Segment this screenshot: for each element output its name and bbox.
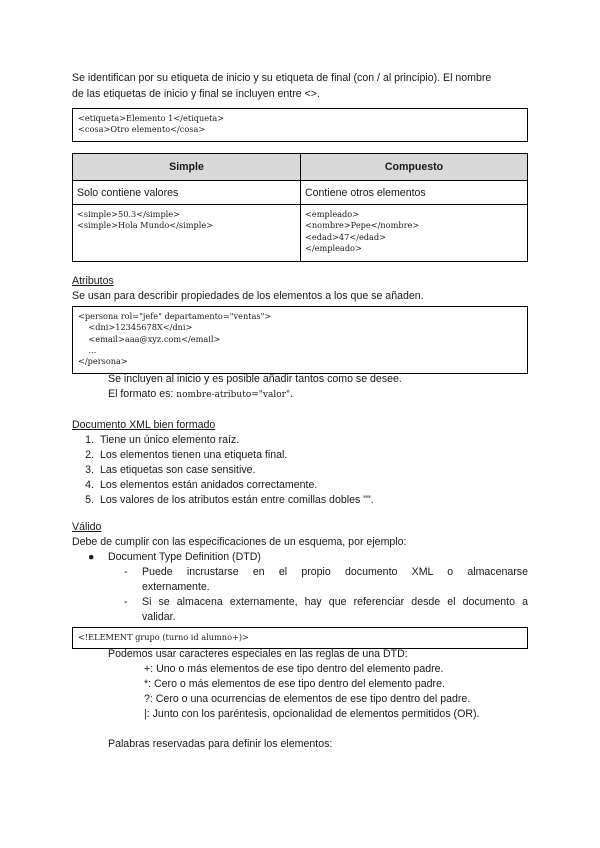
valido-description: Debe de cumplir con las especificaciones de un esquema, por ejemplo: [72, 536, 407, 548]
code-line: <simple>50.3</simple> [77, 209, 181, 219]
list-text: Los elementos tienen una etiqueta final. [100, 449, 288, 461]
list-number: 1. [85, 434, 94, 446]
list-number: 3. [85, 464, 94, 476]
table-cell: Solo contiene valores [73, 181, 301, 205]
note-code: nombre-atributo="valor". [176, 390, 293, 400]
dtd-bullet [88, 550, 261, 565]
code-line: <dni>12345678X</dni> [78, 322, 193, 333]
code-line: <etiqueta>Elemento 1</etiqueta> [78, 113, 225, 123]
special-char-item: *: Cero o más elementos de ese tipo dentro del elemento padre. [144, 678, 445, 690]
simple-compuesto-table [72, 153, 528, 262]
special-char-item: ?: Cero o una ocurrencias de elementos de ese tipo dentro del padre. [144, 693, 471, 705]
atributos-description: Se usan para describir propiedades de los elementos a los que se añaden. [72, 290, 424, 302]
code-line: </empleado> [305, 242, 362, 253]
table-cell-simple-code [73, 205, 301, 262]
valido-heading: Válido [72, 521, 102, 533]
sub-item-text: validar. [142, 611, 176, 623]
sub-item-text: Puede incrustarse en el propio documento XML o almacenarse [142, 566, 528, 578]
code-line: <cosa>Otro elemento</cosa> [78, 124, 206, 135]
list-item [72, 478, 374, 493]
bullet-icon: ● [88, 551, 95, 563]
intro-line-1: Se identifican por su etiqueta de inicio y su etiqueta de final (con / al principio). El nombre [72, 72, 492, 84]
dtd-code-box [72, 627, 528, 649]
table-cell: Contiene otros elementos [301, 181, 528, 205]
code-line: <!ELEMENT grupo (turno id alumno+)> [78, 632, 249, 642]
code-line: <edad>47</edad> [305, 231, 387, 242]
code-line: <empleado> [305, 209, 360, 219]
list-text: Tiene un único elemento raíz. [100, 434, 240, 446]
list-text: Las etiquetas son case sensitive. [100, 464, 256, 476]
list-text: Los valores de los atributos están entre comillas dobles "". [100, 494, 374, 506]
atributos-note-2 [108, 387, 293, 403]
special-chars-intro: Podemos usar caracteres especiales en las reglas de una DTD: [108, 648, 408, 660]
code-line: <email>aaa@xyz.com</email> [78, 333, 221, 344]
table-cell-compuesto-code [301, 205, 528, 262]
atributos-note-1: Se incluyen al inicio y es posible añadir tantos como se desee. [108, 373, 402, 385]
note-prefix: El formato es: [108, 388, 177, 400]
dtd-sub-item-1 [124, 565, 528, 595]
table-header-compuesto: Compuesto [301, 154, 528, 181]
code-line: <persona rol="jefe" departamento="ventas"> [78, 311, 272, 321]
bien-formado-list [72, 433, 374, 508]
bien-formado-heading: Documento XML bien formado [72, 419, 216, 431]
intro-code-box [72, 108, 528, 142]
intro-line-2: de las etiquetas de inicio y final se incluyen entre <>. [72, 88, 320, 100]
code-line: ... [78, 344, 97, 355]
special-char-item: |: Junto con los paréntesis, opcionalidad de elementos permitidos (OR). [144, 708, 480, 720]
list-item [72, 433, 374, 448]
list-number: 5. [85, 494, 94, 506]
list-item [72, 448, 374, 463]
sub-item-text: externamente. [142, 581, 210, 593]
code-line: </persona> [78, 356, 128, 367]
table-header-simple: Simple [73, 154, 301, 181]
dash-icon: - [124, 596, 128, 608]
list-item [72, 463, 374, 478]
special-char-item: +: Uno o más elementos de ese tipo dentro del elemento padre. [144, 663, 444, 675]
list-text: Los elementos están anidados correctamente. [100, 479, 318, 491]
list-item [72, 493, 374, 508]
code-line: <nombre>Pepe</nombre> [305, 220, 420, 231]
atributos-heading: Atributos [72, 275, 114, 287]
list-number: 4. [85, 479, 94, 491]
bullet-text: Document Type Definition (DTD) [108, 551, 261, 563]
reserved-words-intro: Palabras reservadas para definir los elementos: [108, 738, 333, 750]
code-line: <simple>Hola Mundo</simple> [77, 220, 214, 231]
dash-icon: - [124, 566, 128, 578]
atributos-code-box [72, 306, 528, 374]
dtd-sub-item-2 [124, 595, 528, 625]
sub-item-text: Si se almacena externamente, hay que referenciar desde el documento a [142, 596, 528, 608]
list-number: 2. [85, 449, 94, 461]
